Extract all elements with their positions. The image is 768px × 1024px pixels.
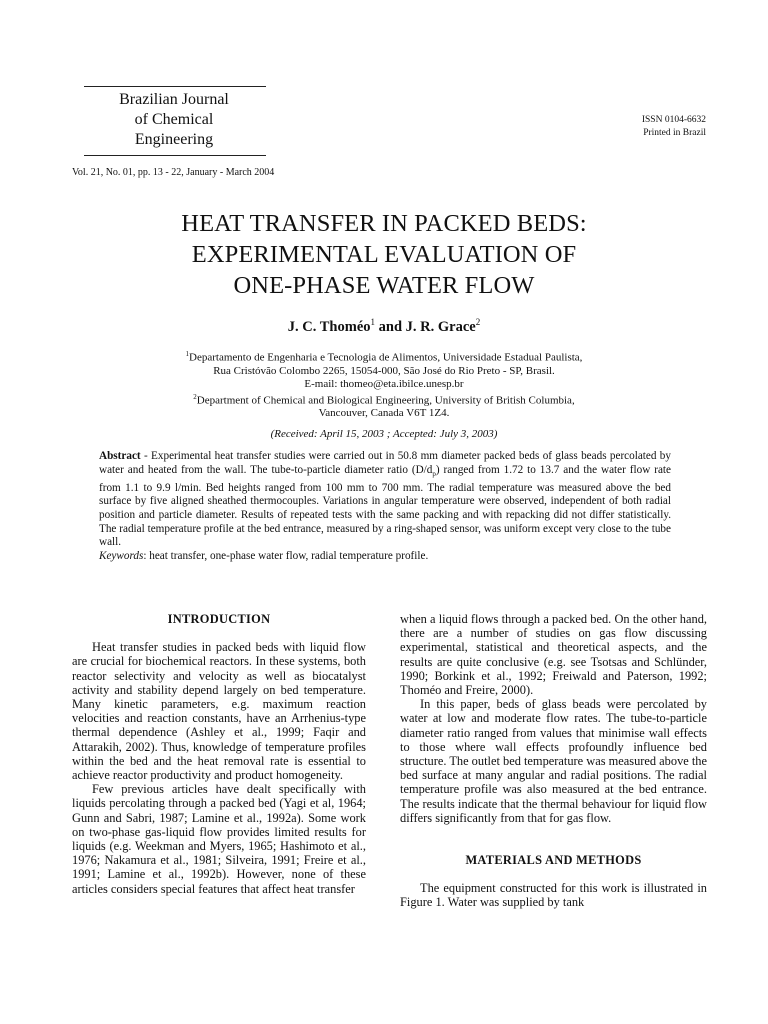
right-paragraph-1: when a liquid flows through a packed bed. On the other hand, there are a number of studies on gas flow discussing experimental, statistical and theoretical aspects, and the results are quite conclusive (e.g. see Tsotsas and Schlünder, 1990; Borkink et al., 1992; Freiwald and Paterson, 1992; Thoméo and Freire, 2000).: [400, 612, 707, 698]
keywords: [99, 550, 671, 564]
affiliation-2-line-2: Vancouver, Canada V6T 1Z4.: [318, 407, 450, 420]
article-title: [0, 208, 768, 301]
abstract-text-b: ) ranged from 1.72 to 13.7 and the water flow rate from 1.1 to 9.9 l/min. Bed heights ranged from 100 mm to 700 mm. The radial temperature was measured above the bed surface by five aligned sheathed thermocouples. Variations in angular temperature were observed, independent of both radial position and particle diameter. Results of repeated tests with the same packing and with repacking did not differ statistically. The radial temperature profile at the bed entrance, measured by a ring-shaped sensor, was uniform except very close to the tube wall.: [99, 463, 671, 549]
affiliation-1-sup: 1: [185, 350, 190, 358]
right-paragraph-2: In this paper, beds of glass beads were percolated by water at low and moderate flow rates. The tube-to-particle diameter ratio ranged from values that minimise wall effects to those where wall effects profoundly influence bed structure. The outlet bed temperature was measured above the bed surface at many angular and radial positions. The radial temperature profile was also measured at the bed entrance. The results indicate that the thermal behaviour for liquid flow differs significantly from that for gas flow.: [400, 697, 708, 825]
affiliations: [0, 348, 768, 420]
right-column: [400, 612, 707, 910]
title-line-3: ONE-PHASE WATER FLOW: [233, 272, 535, 299]
issn-block: [642, 114, 706, 140]
keywords-label: Keywords: [99, 550, 144, 563]
author-2-sup: 2: [475, 317, 481, 327]
affiliation-email: E-mail: thomeo@eta.ibilce.unesp.br: [304, 377, 464, 390]
abstract-label: Abstract: [99, 450, 141, 462]
journal-top-rule: [84, 86, 266, 87]
affiliation-2-sup: 2: [193, 392, 197, 401]
affiliation-1-text: Departamento de Engenharia e Tecnologia de Alimentos, Universidade Estadual Paulista,: [189, 351, 583, 364]
volume-info: Vol. 21, No. 01, pp. 13 - 22, January - March 2004: [72, 167, 275, 178]
introduction-heading: INTRODUCTION: [167, 612, 271, 626]
journal-name: [84, 90, 264, 150]
methods-heading: MATERIALS AND METHODS: [465, 853, 642, 868]
authors: [0, 317, 768, 336]
journal-line-2: of Chemical: [134, 111, 214, 128]
intro-paragraph-2: Few previous articles have dealt specifically with liquids percolating through a packed bed (Yagi et al, 1964; Gunn and Sabri, 1987; Lamine et al., 1992a). Some work on two-phase gas-liquid flow provides limited results for liquids (e.g. Weekman and Myers, 1965; Hashimoto et al., 1976; Nakamura et al., 1981; Silveira, 1991; Freire et al., 1991; Lamine et al., 1992b). However, none of these articles considers special features that affect heat transfer: [72, 782, 366, 896]
journal-line-3: Engineering: [134, 131, 214, 148]
abstract-text-a: - Experimental heat transfer studies were carried out in 50.8 mm diameter packed beds of glass beads percolated by water and heated from the wall. The tube-to-particle diameter ratio (D/d: [99, 450, 671, 476]
journal-line-1: Brazilian Journal: [119, 91, 229, 108]
intro-paragraph-1: Heat transfer studies in packed beds with liquid flow are crucial for biochemical reactors. In these systems, both reactor selectivity and velocity as well as biocatalyst activity and stability depend largely on bed temperature. Many kinetic parameters, e.g. maximum reaction velocities and reaction constants, have an Arrhenius-type thermal dependence (Ashley et al., 1999; Faqir and Attarakih, 2002). Thus, knowledge of temperature profiles within the bed and the heat removal rate is essential to achieve reactor productivity and product homogeneity.: [72, 640, 366, 783]
affiliation-1-line-2: Rua Cristóvão Colombo 2265, 15054-000, São José do Rio Preto - SP, Brasil.: [213, 364, 555, 377]
title-line-1: HEAT TRANSFER IN PACKED BEDS:: [181, 210, 587, 237]
keywords-text: : heat transfer, one-phase water flow, radial temperature profile.: [143, 550, 429, 563]
received-dates: (Received: April 15, 2003 ; Accepted: July 3, 2003): [270, 428, 498, 440]
abstract-sub: p: [432, 469, 436, 478]
affiliation-1-line-1: [0, 348, 768, 365]
affiliation-2-line-1: [0, 391, 768, 408]
author-1-sup: 1: [370, 317, 376, 327]
methods-paragraph-1: The equipment constructed for this work is illustrated in Figure 1. Water was supplied by tank: [400, 881, 707, 910]
abstract: [99, 450, 671, 564]
journal-bottom-rule: [84, 155, 266, 156]
author-1: J. C. Thoméo: [287, 318, 371, 335]
left-column: [72, 612, 366, 896]
abstract-body: [99, 450, 671, 550]
author-and: and J. R. Grace: [375, 318, 476, 335]
affiliation-2-text: Department of Chemical and Biological Engineering, University of British Columbia,: [196, 394, 575, 407]
issn: ISSN 0104-6632: [641, 115, 706, 125]
title-line-2: EXPERIMENTAL EVALUATION OF: [191, 241, 577, 268]
printed-in: Printed in Brazil: [643, 128, 706, 138]
